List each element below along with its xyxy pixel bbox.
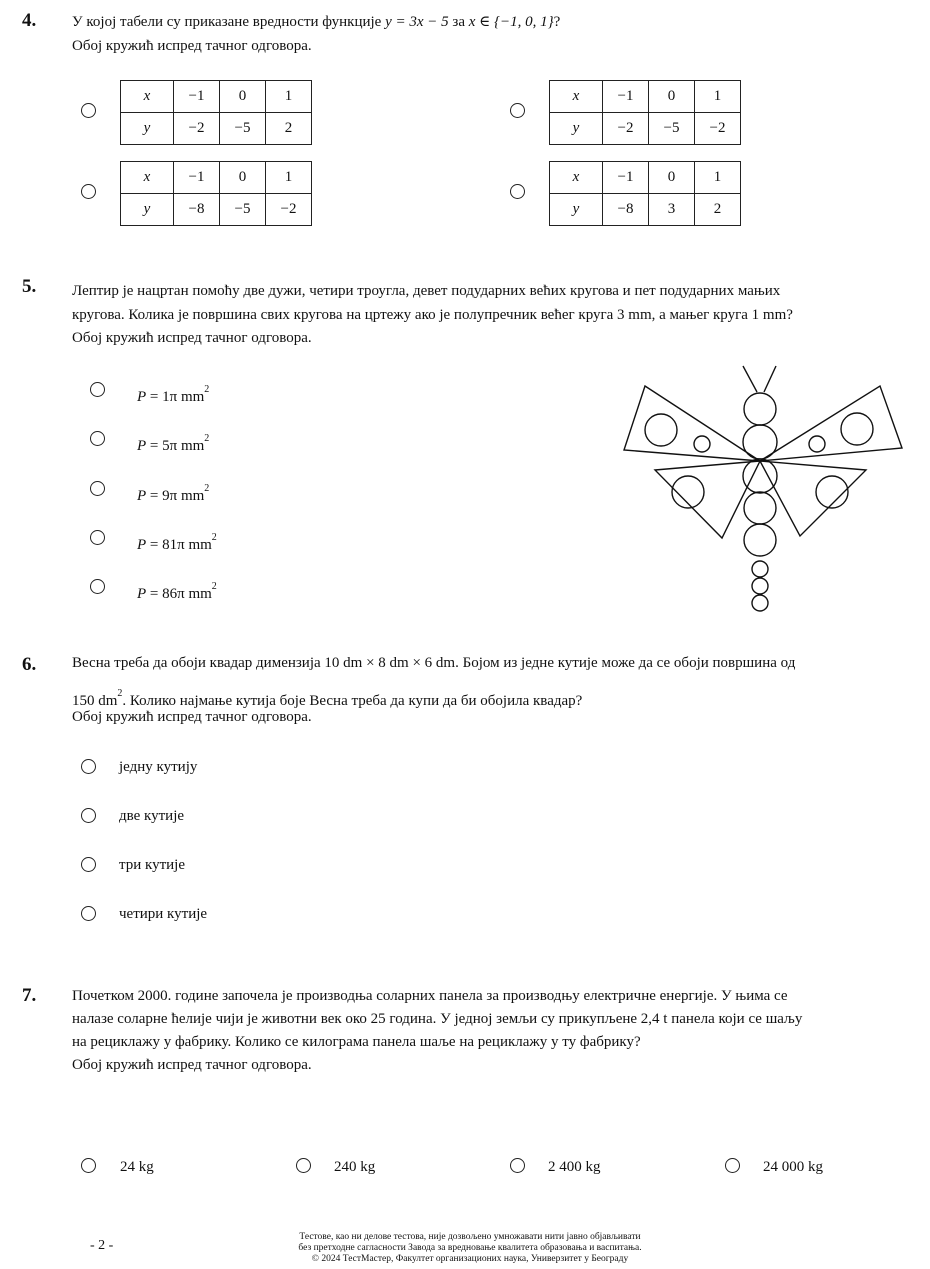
table-cell: −8	[603, 194, 649, 226]
q5-option-e-radio[interactable]	[90, 579, 105, 594]
q4-option-b-radio[interactable]	[510, 103, 525, 118]
table-cell: 0	[220, 162, 266, 194]
exponent: 2	[204, 384, 210, 395]
table-cell: −1	[174, 162, 220, 194]
q6-area-value: 150 dm	[72, 693, 118, 709]
q6-option-d-radio[interactable]	[81, 906, 96, 921]
table-x-label: x	[121, 81, 174, 113]
question-7-line-1: Почетком 2000. године започела је производња соларних панела за производњу електричне енергије. У њима се	[72, 988, 788, 1004]
question-4-number: 4.	[22, 10, 37, 31]
q4-text-mid: за	[448, 14, 469, 30]
question-5-line-2: кругова. Колика је површина свих кругова на цртежу ако је полупречник већег круга 3 mm, а мањег круга 1 mm?	[72, 307, 793, 323]
table-cell: 0	[649, 81, 695, 113]
q5-option-b-radio[interactable]	[90, 431, 105, 446]
q5-option-d-label	[137, 532, 217, 554]
q6-option-a-radio[interactable]	[81, 759, 96, 774]
table-y-label: y	[550, 194, 603, 226]
table-x-label: x	[550, 81, 603, 113]
wing-upper-left	[624, 386, 760, 461]
q7-option-d-label: 24 000 kg	[763, 1159, 823, 1175]
q4-function: y = 3x − 5	[385, 14, 449, 30]
table-y-label: y	[121, 194, 174, 226]
q5-option-e-label	[137, 581, 217, 603]
q7-option-c-radio[interactable]	[510, 1158, 525, 1173]
question-6-number: 6.	[22, 654, 37, 675]
antenna-right	[764, 366, 776, 392]
q6-option-b-label: две кутије	[119, 808, 185, 824]
footer-line-1: Тестове, као ни делове тестова, није дозвољено умножавати нити јавно објављивати	[299, 1232, 641, 1242]
q4-domain-set: x ∈ {−1, 0, 1}	[468, 14, 554, 30]
question-7-number: 7.	[22, 985, 37, 1006]
question-4-text	[72, 10, 560, 34]
table-cell: −2	[266, 194, 312, 226]
copyright-footer	[230, 1232, 710, 1265]
q6-option-c-radio[interactable]	[81, 857, 96, 872]
wing-small-circle	[809, 436, 825, 452]
option-expression: = 5π mm	[146, 438, 205, 454]
body-large-circle	[744, 524, 776, 556]
table-cell: −5	[649, 113, 695, 145]
q4-option-a-table	[120, 80, 312, 145]
q7-option-b-radio[interactable]	[296, 1158, 311, 1173]
q4-option-d-radio[interactable]	[510, 184, 525, 199]
question-6-instruction: Обој кружић испред тачног одговора.	[72, 709, 312, 725]
question-5-line-1: Лептир је нацртан помоћу две дужи, четири троугла, девет подударних већих кругова и пет подударних мањих	[72, 283, 781, 299]
table-cell: −1	[603, 162, 649, 194]
q4-text-end: ?	[553, 14, 561, 30]
q5-option-d-radio[interactable]	[90, 530, 105, 545]
question-4-instruction: Обој кружић испред тачног одговора.	[72, 38, 312, 54]
option-expression: = 1π mm	[146, 389, 205, 405]
q6-option-b-radio[interactable]	[81, 808, 96, 823]
exponent: 2	[204, 433, 210, 444]
table-cell: 1	[695, 81, 741, 113]
question-5-instruction: Обој кружић испред тачног одговора.	[72, 330, 312, 346]
question-7-instruction: Обој кружић испред тачног одговора.	[72, 1057, 312, 1073]
wing-upper-right	[760, 386, 902, 461]
antenna-left	[743, 366, 757, 392]
q6-option-c-label: три кутије	[119, 857, 185, 873]
body-large-circle	[743, 459, 777, 493]
butterfly-figure	[610, 360, 910, 620]
q7-option-d-radio[interactable]	[725, 1158, 740, 1173]
question-7-line-3: на рециклажу у фабрику. Колико се килограма панела шаље на рециклажу у ту фабрику?	[72, 1034, 641, 1050]
table-cell: −2	[695, 113, 741, 145]
q5-option-c-label	[137, 483, 209, 505]
wing-large-circle	[841, 413, 873, 445]
footer-line-2: без претходне сагласности Завода за вредновање квалитета образовања и васпитања.	[298, 1243, 642, 1253]
q5-option-a-radio[interactable]	[90, 382, 105, 397]
var-p: P	[137, 389, 147, 405]
question-7-line-2: налазе соларне ћелије чији је животни век око 25 година. У једној земљи су прикупљене 2,4 t панела који се шаљу	[72, 1011, 803, 1027]
table-cell: −8	[174, 194, 220, 226]
question-5-number: 5.	[22, 276, 37, 297]
table-cell: −5	[220, 113, 266, 145]
q4-text-pre: У којој табели су приказане вредности функције	[72, 14, 386, 30]
footer-line-3: © 2024 ТестМастер, Факултет организационих наука, Универзитет у Београду	[311, 1254, 629, 1264]
table-cell: 2	[266, 113, 312, 145]
var-p: P	[137, 438, 147, 454]
table-cell: −5	[220, 194, 266, 226]
option-expression: = 86π mm	[146, 586, 212, 602]
wing-lower-left	[655, 461, 760, 538]
body-large-circle	[744, 492, 776, 524]
table-cell: 2	[695, 194, 741, 226]
body-small-circle	[752, 595, 768, 611]
q7-option-a-label: 24 kg	[120, 1159, 154, 1175]
q7-option-c-label: 2 400 kg	[548, 1159, 601, 1175]
q5-option-c-radio[interactable]	[90, 481, 105, 496]
q4-option-b-table	[549, 80, 741, 145]
q7-option-b-label: 240 kg	[334, 1159, 376, 1175]
table-cell: −1	[174, 81, 220, 113]
body-small-circle	[752, 561, 768, 577]
table-cell: 1	[695, 162, 741, 194]
q6-option-d-label: четири кутије	[119, 906, 208, 922]
q5-option-a-label	[137, 384, 209, 406]
table-cell: 0	[649, 162, 695, 194]
q4-option-a-radio[interactable]	[81, 103, 96, 118]
q4-option-c-table	[120, 161, 312, 226]
table-cell: −1	[603, 81, 649, 113]
wing-small-circle	[694, 436, 710, 452]
table-x-label: x	[121, 162, 174, 194]
var-p: P	[137, 537, 147, 553]
option-expression: = 81π mm	[146, 537, 212, 553]
table-y-label: y	[550, 113, 603, 145]
page-number: - 2 -	[90, 1238, 114, 1253]
table-cell: 3	[649, 194, 695, 226]
body-large-circle	[743, 425, 777, 459]
wing-large-circle	[645, 414, 677, 446]
q6-question-text: . Колико најмање кутија боје Весна треба да купи да би обојила квадар?	[122, 693, 583, 709]
table-y-label: y	[121, 113, 174, 145]
q6-option-a-label: једну кутију	[119, 759, 198, 775]
exponent: 2	[204, 483, 210, 494]
table-x-label: x	[550, 162, 603, 194]
table-cell: −2	[174, 113, 220, 145]
exponent: 2	[117, 688, 123, 699]
q4-option-c-radio[interactable]	[81, 184, 96, 199]
var-p: P	[137, 586, 147, 602]
var-p: P	[137, 488, 147, 504]
q7-option-a-radio[interactable]	[81, 1158, 96, 1173]
body-small-circle	[752, 578, 768, 594]
exponent: 2	[211, 581, 217, 592]
table-cell: 0	[220, 81, 266, 113]
table-cell: 1	[266, 162, 312, 194]
body-large-circle	[744, 393, 776, 425]
option-expression: = 9π mm	[146, 488, 205, 504]
exponent: 2	[211, 532, 217, 543]
q4-option-d-table	[549, 161, 741, 226]
table-cell: 1	[266, 81, 312, 113]
table-cell: −2	[603, 113, 649, 145]
q5-option-b-label	[137, 433, 209, 455]
question-6-line-1: Весна треба да обоји квадар димензија 10 dm × 8 dm × 6 dm. Бојом из једне кутије може да се обоји површина од	[72, 655, 796, 671]
